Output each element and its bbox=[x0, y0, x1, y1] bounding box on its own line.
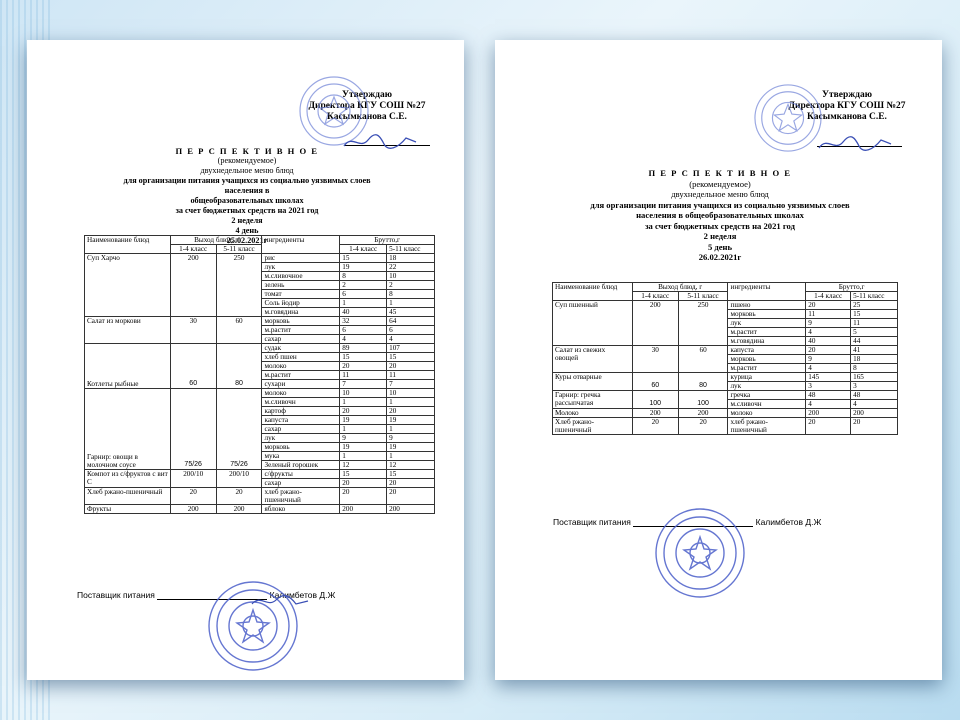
dish-output-5-11: 80 bbox=[216, 344, 262, 389]
header-class-5-11: 5-11 класс bbox=[216, 245, 262, 254]
table-row bbox=[553, 409, 898, 418]
ingredient-brutto-5-11: 11 bbox=[851, 319, 898, 328]
ingredient-brutto-1-4: 11 bbox=[806, 310, 851, 319]
supplier-name: Калимбетов Д.Ж bbox=[755, 517, 822, 527]
ingredient-brutto-5-11: 18 bbox=[851, 355, 898, 364]
ingredient-name: молоко bbox=[262, 362, 340, 371]
ingredient-name: судак bbox=[262, 344, 340, 353]
ingredient-name: томат bbox=[262, 290, 340, 299]
dish-output-5-11: 60 bbox=[678, 346, 728, 373]
ingredient-brutto-5-11: 11 bbox=[387, 371, 435, 380]
ingredient-brutto-1-4: 20 bbox=[806, 301, 851, 310]
header-ingredients: ингредиенты bbox=[262, 236, 340, 254]
supplier-stamp-icon bbox=[654, 507, 746, 599]
ingredient-brutto-1-4: 1 bbox=[340, 398, 387, 407]
official-stamp-icon bbox=[753, 83, 823, 153]
ingredient-name: Зеленый горошек bbox=[262, 461, 340, 470]
week-label: 2 неделя bbox=[703, 231, 737, 241]
table-row bbox=[85, 389, 435, 398]
dish-name: Суп Харчо bbox=[85, 254, 171, 317]
ingredient-name: мука bbox=[262, 452, 340, 461]
title-line: общеобразовательных школах bbox=[190, 196, 304, 205]
header-class-5-11: 5-11 класс bbox=[678, 292, 728, 301]
ingredient-brutto-5-11: 1 bbox=[387, 425, 435, 434]
ingredient-name: курица bbox=[728, 373, 806, 382]
ingredient-name: сахар bbox=[262, 479, 340, 488]
ingredient-brutto-1-4: 9 bbox=[806, 355, 851, 364]
ingredient-brutto-5-11: 20 bbox=[387, 407, 435, 416]
dish-output-1-4: 30 bbox=[632, 346, 678, 373]
dish-name: Компот из с/фруктов с вит С bbox=[85, 470, 171, 488]
ingredient-brutto-5-11: 5 bbox=[851, 328, 898, 337]
ingredient-brutto-1-4: 6 bbox=[340, 326, 387, 335]
date-label: 26.02.2021г bbox=[698, 252, 742, 262]
ingredient-brutto-1-4: 8 bbox=[340, 272, 387, 281]
ingredient-name: м.растит bbox=[262, 326, 340, 335]
header-brutto-class-1-4: 1-4 класс bbox=[806, 292, 851, 301]
table-row bbox=[553, 346, 898, 355]
ingredient-name: молоко bbox=[728, 409, 806, 418]
ingredient-brutto-1-4: 19 bbox=[340, 416, 387, 425]
dish-output-5-11: 200 bbox=[216, 505, 262, 514]
ingredient-brutto-1-4: 4 bbox=[340, 335, 387, 344]
ingredient-brutto-5-11: 20 bbox=[851, 418, 898, 435]
ingredient-name: лук bbox=[728, 319, 806, 328]
approve-position: Директора КГУ СОШ №27 bbox=[308, 101, 426, 111]
header-brutto: Брутто,г bbox=[340, 236, 435, 245]
ingredient-name: м.сливочн bbox=[728, 400, 806, 409]
dish-output-5-11: 60 bbox=[216, 317, 262, 344]
ingredient-name: морковь bbox=[728, 310, 806, 319]
ingredient-brutto-5-11: 4 bbox=[851, 400, 898, 409]
ingredient-brutto-1-4: 20 bbox=[340, 407, 387, 416]
dish-name: Куры отварные bbox=[553, 373, 633, 391]
table-row bbox=[85, 488, 435, 505]
ingredient-name: картоф bbox=[262, 407, 340, 416]
ingredient-brutto-5-11: 7 bbox=[387, 380, 435, 389]
ingredient-name: м.растит bbox=[728, 364, 806, 373]
dish-output-5-11: 80 bbox=[678, 373, 728, 391]
ingredient-brutto-1-4: 20 bbox=[340, 488, 387, 505]
dish-output-1-4: 75/26 bbox=[170, 389, 216, 470]
ingredient-brutto-5-11: 15 bbox=[387, 470, 435, 479]
document-title bbox=[117, 146, 377, 246]
header-brutto: Брутто,г bbox=[806, 283, 898, 292]
title-line: населения в общеобразовательных школах bbox=[636, 210, 804, 220]
ingredient-brutto-1-4: 19 bbox=[340, 263, 387, 272]
ingredient-brutto-1-4: 4 bbox=[806, 400, 851, 409]
ingredient-brutto-5-11: 19 bbox=[387, 443, 435, 452]
ingredient-name: морковь bbox=[262, 317, 340, 326]
dish-output-1-4: 60 bbox=[170, 344, 216, 389]
dish-name: Салат из моркови bbox=[85, 317, 171, 344]
ingredient-brutto-5-11: 20 bbox=[387, 362, 435, 371]
header-brutto-class-5-11: 5-11 класс bbox=[387, 245, 435, 254]
title-main: П Е Р С П Е К Т И В Н О Е bbox=[648, 168, 792, 178]
dish-name: Салат из свежих овощей bbox=[553, 346, 633, 373]
menu-table bbox=[552, 282, 898, 435]
dish-name: Хлеб ржано-пшеничный bbox=[553, 418, 633, 435]
ingredient-name: рис bbox=[262, 254, 340, 263]
ingredient-brutto-5-11: 200 bbox=[851, 409, 898, 418]
ingredient-brutto-1-4: 10 bbox=[340, 389, 387, 398]
ingredient-name: сахар bbox=[262, 425, 340, 434]
dish-name: Гарнир: гречка рассыпчатая bbox=[553, 391, 633, 409]
dish-output-1-4: 200 bbox=[632, 409, 678, 418]
ingredient-name: молоко bbox=[262, 389, 340, 398]
ingredient-name: капуста bbox=[262, 416, 340, 425]
dish-output-5-11: 200/10 bbox=[216, 470, 262, 488]
supplier-name: Калимбетов Д.Ж bbox=[269, 590, 336, 600]
dish-name: Фрукты bbox=[85, 505, 171, 514]
ingredient-brutto-5-11: 10 bbox=[387, 272, 435, 281]
ingredient-brutto-5-11: 48 bbox=[851, 391, 898, 400]
dish-output-5-11: 100 bbox=[678, 391, 728, 409]
ingredient-brutto-5-11: 1 bbox=[387, 299, 435, 308]
ingredient-brutto-1-4: 32 bbox=[340, 317, 387, 326]
ingredient-brutto-5-11: 45 bbox=[387, 308, 435, 317]
dish-output-1-4: 60 bbox=[632, 373, 678, 391]
ingredient-brutto-5-11: 165 bbox=[851, 373, 898, 382]
ingredient-brutto-1-4: 20 bbox=[806, 418, 851, 435]
title-line: двухнедельное меню блюд bbox=[200, 166, 294, 175]
director-signature-icon bbox=[340, 130, 420, 152]
ingredient-brutto-5-11: 19 bbox=[387, 416, 435, 425]
approve-position: Директора КГУ СОШ №27 bbox=[788, 101, 906, 111]
ingredient-brutto-5-11: 1 bbox=[387, 452, 435, 461]
ingredient-name: м.растит bbox=[262, 371, 340, 380]
ingredient-brutto-1-4: 15 bbox=[340, 353, 387, 362]
ingredient-brutto-1-4: 40 bbox=[340, 308, 387, 317]
table-row bbox=[85, 505, 435, 514]
ingredient-brutto-5-11: 2 bbox=[387, 281, 435, 290]
ingredient-brutto-5-11: 8 bbox=[851, 364, 898, 373]
ingredient-name: м.сливочное bbox=[262, 272, 340, 281]
dish-name: Суп пшенный bbox=[553, 301, 633, 346]
title-line: (рекомендуемое) bbox=[689, 178, 751, 189]
ingredient-brutto-5-11: 8 bbox=[387, 290, 435, 299]
ingredient-brutto-1-4: 12 bbox=[340, 461, 387, 470]
title-line: двухнедельное меню блюд bbox=[671, 189, 769, 199]
ingredient-name: м.говядина bbox=[262, 308, 340, 317]
ingredient-brutto-1-4: 11 bbox=[340, 371, 387, 380]
ingredient-name: с/фрукты bbox=[262, 470, 340, 479]
ingredient-name: морковь bbox=[728, 355, 806, 364]
ingredient-brutto-1-4: 15 bbox=[340, 470, 387, 479]
ingredient-name: яблоко bbox=[262, 505, 340, 514]
dish-output-5-11: 250 bbox=[216, 254, 262, 317]
director-signature-icon bbox=[815, 132, 895, 154]
ingredient-brutto-1-4: 89 bbox=[340, 344, 387, 353]
ingredient-name: морковь bbox=[262, 443, 340, 452]
ingredient-name: капуста bbox=[728, 346, 806, 355]
table-row bbox=[85, 344, 435, 353]
dish-name: Гарнир: овощи в молочном соусе bbox=[85, 389, 171, 470]
ingredient-name: сахар bbox=[262, 335, 340, 344]
ingredient-brutto-5-11: 15 bbox=[851, 310, 898, 319]
date-label: 25.02.2021г bbox=[226, 236, 268, 245]
supplier-label: Поставщик питания bbox=[77, 590, 155, 600]
ingredient-brutto-5-11: 10 bbox=[387, 389, 435, 398]
ingredient-brutto-1-4: 20 bbox=[340, 479, 387, 488]
ingredient-brutto-5-11: 6 bbox=[387, 326, 435, 335]
dish-output-1-4: 30 bbox=[170, 317, 216, 344]
ingredient-brutto-1-4: 3 bbox=[806, 382, 851, 391]
ingredient-brutto-5-11: 25 bbox=[851, 301, 898, 310]
dish-name: Молоко bbox=[553, 409, 633, 418]
ingredient-brutto-1-4: 20 bbox=[340, 362, 387, 371]
table-row bbox=[85, 254, 435, 263]
ingredient-brutto-5-11: 22 bbox=[387, 263, 435, 272]
document-title bbox=[555, 168, 885, 263]
header-brutto-class-5-11: 5-11 класс bbox=[851, 292, 898, 301]
table-row bbox=[553, 301, 898, 310]
menu-table bbox=[84, 235, 435, 514]
day-label: 4 день bbox=[235, 226, 259, 235]
ingredient-name: хлеб ржано-пшеничный bbox=[262, 488, 340, 505]
header-name: Наименование блюд bbox=[553, 283, 633, 301]
supplier-label: Поставщик питания bbox=[553, 517, 631, 527]
ingredient-name: лук bbox=[262, 263, 340, 272]
approve-label: Утверждаю bbox=[822, 90, 872, 100]
ingredient-brutto-1-4: 145 bbox=[806, 373, 851, 382]
ingredient-brutto-1-4: 1 bbox=[340, 425, 387, 434]
ingredient-brutto-5-11: 18 bbox=[387, 254, 435, 263]
dish-output-5-11: 20 bbox=[678, 418, 728, 435]
ingredient-brutto-5-11: 3 bbox=[851, 382, 898, 391]
dish-name: Хлеб ржано-пшеничный bbox=[85, 488, 171, 505]
table-row bbox=[85, 317, 435, 326]
dish-output-1-4: 200/10 bbox=[170, 470, 216, 488]
header-output: Выход блюд, г bbox=[632, 283, 728, 292]
ingredient-name: м.сливочн bbox=[262, 398, 340, 407]
ingredient-brutto-5-11: 107 bbox=[387, 344, 435, 353]
header-class-1-4: 1-4 класс bbox=[170, 245, 216, 254]
table-row bbox=[85, 470, 435, 479]
ingredient-name: сухари bbox=[262, 380, 340, 389]
title-line: для организации питания учащихся из социально уязвимых слоев населения в bbox=[123, 176, 371, 195]
ingredient-brutto-1-4: 4 bbox=[806, 364, 851, 373]
ingredient-brutto-1-4: 48 bbox=[806, 391, 851, 400]
ingredient-name: м.говядина bbox=[728, 337, 806, 346]
ingredient-brutto-1-4: 15 bbox=[340, 254, 387, 263]
title-line: (рекомендуемое) bbox=[217, 156, 277, 165]
week-label: 2 неделя bbox=[231, 216, 263, 225]
ingredient-brutto-5-11: 20 bbox=[387, 488, 435, 505]
ingredient-name: пшено bbox=[728, 301, 806, 310]
day-label: 5 день bbox=[707, 241, 733, 252]
approve-name: Касымканова С.Е. bbox=[327, 112, 407, 122]
ingredient-name: хлеб ржано-пшеничный bbox=[728, 418, 806, 435]
header-class-1-4: 1-4 класс bbox=[632, 292, 678, 301]
ingredient-brutto-1-4: 40 bbox=[806, 337, 851, 346]
header-brutto-class-1-4: 1-4 класс bbox=[340, 245, 387, 254]
ingredient-brutto-5-11: 9 bbox=[387, 434, 435, 443]
ingredient-brutto-5-11: 4 bbox=[387, 335, 435, 344]
dish-output-1-4: 200 bbox=[170, 254, 216, 317]
ingredient-brutto-5-11: 20 bbox=[387, 479, 435, 488]
table-row bbox=[553, 418, 898, 435]
ingredient-brutto-1-4: 4 bbox=[806, 328, 851, 337]
ingredient-brutto-5-11: 15 bbox=[387, 353, 435, 362]
table-row bbox=[553, 373, 898, 382]
ingredient-brutto-5-11: 64 bbox=[387, 317, 435, 326]
ingredient-brutto-1-4: 1 bbox=[340, 299, 387, 308]
ingredient-brutto-5-11: 1 bbox=[387, 398, 435, 407]
ingredient-name: лук bbox=[728, 382, 806, 391]
dish-output-5-11: 20 bbox=[216, 488, 262, 505]
ingredient-brutto-5-11: 12 bbox=[387, 461, 435, 470]
ingredient-name: м.растит bbox=[728, 328, 806, 337]
dish-output-5-11: 200 bbox=[678, 409, 728, 418]
ingredient-brutto-1-4: 200 bbox=[340, 505, 387, 514]
dish-output-1-4: 20 bbox=[632, 418, 678, 435]
dish-output-1-4: 20 bbox=[170, 488, 216, 505]
header-ingredients: ингредиенты bbox=[728, 283, 806, 301]
title-line: за счет бюджетных средств на 2021 год bbox=[175, 206, 319, 215]
dish-output-5-11: 75/26 bbox=[216, 389, 262, 470]
table-row bbox=[553, 391, 898, 400]
approve-name: Касымканова С.Е. bbox=[807, 112, 887, 122]
title-line: за счет бюджетных средств на 2021 год bbox=[645, 220, 795, 231]
ingredient-brutto-1-4: 9 bbox=[340, 434, 387, 443]
ingredient-name: зелень bbox=[262, 281, 340, 290]
ingredient-name: лук bbox=[262, 434, 340, 443]
ingredient-brutto-1-4: 1 bbox=[340, 452, 387, 461]
dish-output-1-4: 100 bbox=[632, 391, 678, 409]
header-name: Наименование блюд bbox=[85, 236, 171, 254]
ingredient-brutto-1-4: 19 bbox=[340, 443, 387, 452]
approve-label: Утверждаю bbox=[342, 90, 392, 100]
supplier-signature-icon bbox=[250, 592, 310, 610]
dish-output-1-4: 200 bbox=[170, 505, 216, 514]
ingredient-name: гречка bbox=[728, 391, 806, 400]
ingredient-brutto-5-11: 200 bbox=[387, 505, 435, 514]
ingredient-brutto-5-11: 41 bbox=[851, 346, 898, 355]
ingredient-brutto-1-4: 200 bbox=[806, 409, 851, 418]
ingredient-brutto-1-4: 7 bbox=[340, 380, 387, 389]
title-main: П Е Р С П Е К Т И В Н О Е bbox=[175, 146, 319, 156]
dish-output-1-4: 200 bbox=[632, 301, 678, 346]
title-line: для организации питания учащихся из социально уязвимых слоев bbox=[590, 199, 850, 210]
ingredient-name: Соль йодир bbox=[262, 299, 340, 308]
dish-output-5-11: 250 bbox=[678, 301, 728, 346]
ingredient-brutto-5-11: 44 bbox=[851, 337, 898, 346]
dish-name: Котлеты рыбные bbox=[85, 344, 171, 389]
ingredient-name: хлеб пшен bbox=[262, 353, 340, 362]
header-output: Выход блюд, г bbox=[170, 236, 262, 245]
ingredient-brutto-1-4: 20 bbox=[806, 346, 851, 355]
ingredient-brutto-1-4: 9 bbox=[806, 319, 851, 328]
ingredient-brutto-1-4: 6 bbox=[340, 290, 387, 299]
ingredient-brutto-1-4: 2 bbox=[340, 281, 387, 290]
